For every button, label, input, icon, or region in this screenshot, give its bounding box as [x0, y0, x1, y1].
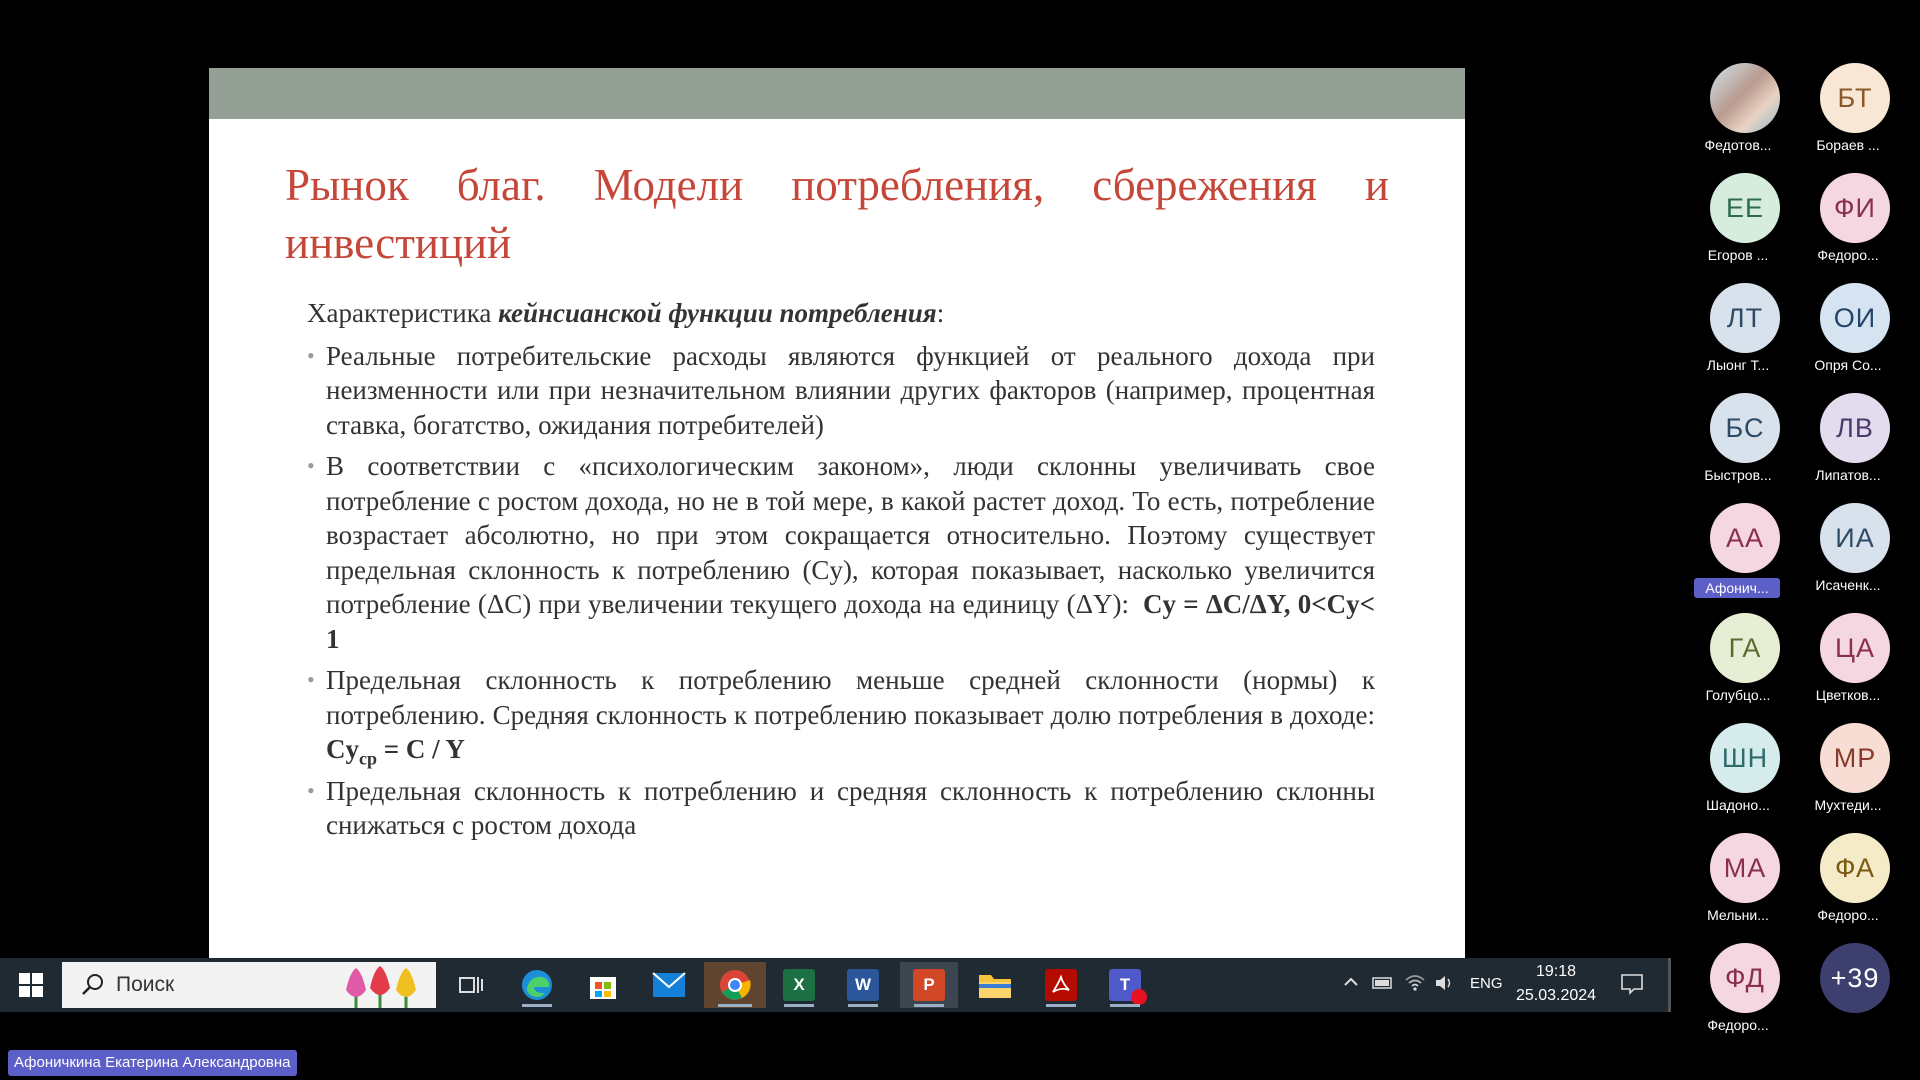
clock-date[interactable]: 25.03.2024	[1515, 987, 1597, 1004]
participant-name: Голубцо...	[1705, 687, 1771, 703]
edge-icon	[520, 968, 554, 1002]
battery-icon[interactable]	[1372, 975, 1394, 995]
bullet-1-text: Реальные потребительские расходы являются функцией от реального дохода при неизменности или при незначительном влиянии других факторов (например, процентная ставка, богатство, ожидания потребителей)	[326, 340, 1375, 440]
participant-name: Егоров ...	[1707, 247, 1769, 263]
teams-badge-icon	[1131, 989, 1147, 1005]
participant-avatar: ГА	[1710, 613, 1780, 683]
participant-name: Федоро...	[1707, 1017, 1769, 1033]
clock-time[interactable]: 19:18	[1535, 963, 1577, 980]
slide-intro	[307, 296, 1375, 331]
word-icon: W	[847, 969, 879, 1001]
participant-avatar: ЕЕ	[1710, 173, 1780, 243]
participant-tile[interactable]	[1688, 943, 1788, 1033]
participant-tile[interactable]	[1688, 393, 1788, 483]
bullet-2-text: В соответствии с «психологическим законом», люди склонны увеличивать свое потребление с ростом дохода, но не в той мере, в какой растет доход. То есть, потребление возрастает абсолютно, но при этом сокращается относительно. Поэтому существует предельная склонность к потреблению (Cy), которая показывает, насколько увеличится потребление (ΔC) при увеличении текущего дохода на единицу (ΔY):	[326, 451, 1375, 619]
taskbar-word[interactable]	[834, 962, 892, 1008]
formula-ratio: = C / Y	[377, 734, 465, 764]
participant-name: Быстров...	[1704, 467, 1772, 483]
task-view-button[interactable]	[442, 962, 500, 1008]
participant-name: Федоро...	[1817, 247, 1879, 263]
participant-tile[interactable]	[1688, 723, 1788, 813]
presentation-slide	[209, 68, 1465, 958]
bullet-3-text: Предельная склонность к потреблению меньше средней склонности (нормы) к потреблению. Средняя склонность к потреблению показывает долю потребления в доходе:	[326, 665, 1375, 730]
windows-taskbar	[0, 958, 1668, 1012]
language-indicator[interactable]: ENG	[1470, 975, 1503, 992]
slide-body	[307, 296, 1375, 850]
participant-name: Исаченк...	[1815, 577, 1881, 593]
participant-name: Опря Со...	[1814, 357, 1882, 373]
participant-name: Федоро...	[1817, 907, 1879, 923]
participant-avatar: БТ	[1820, 63, 1890, 133]
slide-title-line2: инвестиций	[285, 218, 512, 268]
taskbar-edge[interactable]	[508, 962, 566, 1008]
intro-colon: :	[936, 298, 945, 328]
presenter-name-label: Афоничкина Екатерина Александровна	[8, 1050, 297, 1076]
participant-name: Бораев ...	[1816, 137, 1880, 153]
participant-tile[interactable]	[1798, 63, 1898, 153]
tray-chevron-up-icon[interactable]	[1342, 972, 1360, 996]
participant-name: Мельни...	[1707, 907, 1769, 923]
bullet-2-formula: Cy = ΔC/ΔY, 0<Cy< 1	[326, 589, 1376, 654]
volume-icon[interactable]	[1434, 973, 1456, 997]
participant-name: Мухтеди...	[1814, 797, 1882, 813]
participant-tile[interactable]	[1688, 503, 1788, 596]
shared-screen-divider	[1668, 958, 1671, 1012]
participant-name: Шадоно...	[1706, 797, 1770, 813]
participant-avatar: БС	[1710, 393, 1780, 463]
participant-name: Липатов...	[1815, 467, 1881, 483]
participant-tile[interactable]	[1798, 943, 1898, 1033]
participant-avatar: ЛВ	[1820, 393, 1890, 463]
participant-tile[interactable]	[1798, 393, 1898, 483]
participant-tile[interactable]	[1798, 723, 1898, 813]
participant-tile[interactable]	[1798, 613, 1898, 703]
taskbar-powerpoint[interactable]	[900, 962, 958, 1008]
participant-avatar: ФД	[1710, 943, 1780, 1013]
participant-avatar: ЛТ	[1710, 283, 1780, 353]
slide-title-line1: Рынок благ. Модели потребления, сбережения и	[285, 160, 1389, 210]
chrome-icon	[718, 968, 752, 1002]
tulips-icon	[338, 964, 430, 1008]
slide-bullet-4	[307, 774, 1375, 843]
slide-bullet-3	[307, 663, 1375, 767]
taskbar-store[interactable]	[574, 962, 632, 1008]
taskbar-file-explorer[interactable]	[966, 962, 1024, 1008]
acrobat-glyph-icon	[1050, 974, 1072, 996]
taskbar-excel[interactable]	[770, 962, 828, 1008]
participant-tile[interactable]	[1688, 613, 1788, 703]
participant-name: Лыонг Т...	[1706, 357, 1770, 373]
intro-text: Характеристика	[307, 298, 499, 328]
mail-icon	[652, 972, 686, 998]
slide-bullet-2	[307, 449, 1375, 656]
folder-icon	[978, 971, 1012, 999]
notifications-icon[interactable]	[1620, 973, 1644, 999]
participant-avatar	[1710, 63, 1780, 133]
participant-avatar: МА	[1710, 833, 1780, 903]
participant-tile[interactable]	[1688, 173, 1788, 263]
excel-icon: X	[783, 969, 815, 1001]
participant-avatar: ОИ	[1820, 283, 1890, 353]
participant-avatar: ЦА	[1820, 613, 1890, 683]
taskbar-acrobat[interactable]	[1032, 962, 1090, 1008]
formula-subscript: ср	[359, 748, 377, 769]
participant-avatar: ИА	[1820, 503, 1890, 573]
participant-avatar: АА	[1710, 503, 1780, 573]
slide-header-bar	[209, 68, 1465, 119]
taskbar-search[interactable]	[62, 962, 436, 1008]
participant-tile[interactable]	[1688, 283, 1788, 373]
participant-tile[interactable]	[1798, 283, 1898, 373]
acrobat-icon	[1045, 969, 1077, 1001]
more-participants-badge: +39	[1820, 943, 1890, 1013]
wifi-icon[interactable]	[1404, 972, 1426, 996]
store-icon	[587, 969, 619, 1001]
participant-tile[interactable]	[1688, 63, 1788, 153]
windows-icon	[19, 973, 43, 997]
slide-bullet-1	[307, 339, 1375, 443]
participant-name: Афонич...	[1694, 578, 1780, 598]
participant-name: Федотов...	[1704, 137, 1772, 153]
participant-tile[interactable]	[1798, 833, 1898, 923]
participant-avatar: МР	[1820, 723, 1890, 793]
formula-cy: Cy	[326, 734, 359, 764]
teams-icon: T	[1109, 969, 1141, 1001]
intro-emphasis: кейнсианской функции потребления	[498, 298, 937, 328]
powerpoint-icon: P	[913, 969, 945, 1001]
start-button[interactable]	[0, 958, 62, 1012]
participant-name: Цветков...	[1815, 687, 1881, 703]
search-icon	[80, 972, 106, 998]
taskbar-teams[interactable]	[1096, 962, 1154, 1008]
slide-title	[285, 156, 1389, 272]
task-view-icon	[458, 974, 484, 996]
participant-avatar: ФИ	[1820, 173, 1890, 243]
participant-avatar: ШН	[1710, 723, 1780, 793]
search-placeholder: Поиск	[116, 973, 175, 996]
taskbar-chrome[interactable]	[704, 962, 766, 1008]
taskbar-mail[interactable]	[640, 962, 698, 1008]
participant-tile[interactable]	[1688, 833, 1788, 923]
participant-tile[interactable]	[1798, 173, 1898, 263]
participant-tile[interactable]	[1798, 503, 1898, 593]
participant-avatar: ФА	[1820, 833, 1890, 903]
bullet-4-text: Предельная склонность к потреблению и средняя склонность к потреблению склонны снижаться с ростом дохода	[326, 775, 1375, 840]
bullet-3-formula	[326, 734, 465, 769]
